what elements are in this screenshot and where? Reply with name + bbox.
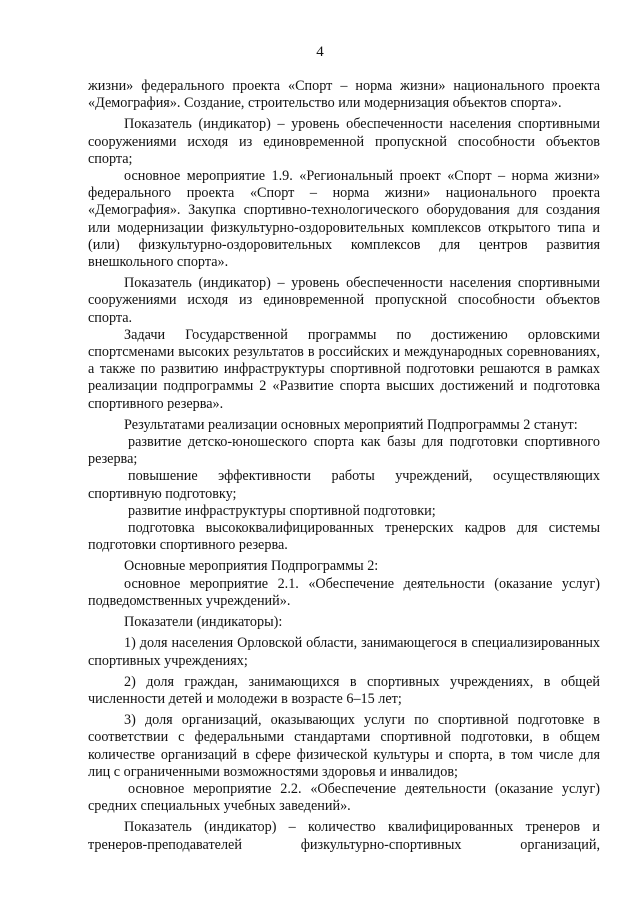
paragraph: Показатели (индикаторы): xyxy=(124,614,283,631)
list-item: 1) доля населения Орловской области, занимающегося в специализированных спортивных учреждениях; xyxy=(88,635,600,669)
paragraph: Основные мероприятия Подпрограммы 2: xyxy=(124,558,379,575)
paragraph: жизни» федерального проекта «Спорт – норма жизни» национального проекта «Демография». Создание, строительство или модернизация объектов спорта». xyxy=(88,78,600,112)
paragraph: Показатель (индикатор) – уровень обеспеченности населения спортивными сооружениями исходя из единовременной пропускной способности объектов спорта. xyxy=(88,275,600,326)
paragraph: основное мероприятие 2.2. «Обеспечение деятельности (оказание услуг) средних специальных учебных заведений». xyxy=(88,780,600,815)
paragraph: основное мероприятие 1.9. «Региональный проект «Спорт – норма жизни» федерального проекта «Спорт – норма жизни» национального проекта «Демография». Закупка спортивно-технологического оборудования для создания или модернизации физкультурно-оздоровительных комплексов открытого типа и (или) физкультурно-оздоровительных комплексов для центров развития внешкольного спорта». xyxy=(88,168,600,271)
paragraph: основное мероприятие 2.1. «Обеспечение деятельности (оказание услуг) подведомственных учреждений». xyxy=(88,575,600,609)
list-item: 3) доля организаций, оказывающих услуги по спортивной подготовке в соответствии с федеральными стандартами спортивной подготовки, в общем количестве организаций в сфере физической культуры и спорта, в том числе для лиц с ограниченными возможностями здоровья и инвалидов; xyxy=(88,712,600,780)
document-body xyxy=(88,78,600,854)
paragraph: Результатами реализации основных мероприятий Подпрограммы 2 станут: xyxy=(124,416,578,433)
paragraph: Показатель (индикатор) – количество квалифицированных тренеров и тренеров-преподавателей физкультурно-спортивных организаций, xyxy=(88,819,600,853)
paragraph: Задачи Государственной программы по достижению орловскими спортсменами высоких результатов в российских и международных соревнованиях, а также по развитию инфраструктуры спортивной подготовки решаются в рамках реализации подпрограммы 2 «Развитие спорта высших достижений и подготовка спортивного резерва». xyxy=(88,326,600,412)
list-item: развитие инфраструктуры спортивной подготовки; xyxy=(128,502,436,519)
list-item: повышение эффективности работы учреждений, осуществляющих спортивную подготовку; xyxy=(88,468,600,502)
list-item: подготовка высококвалифицированных тренерских кадров для системы подготовки спортивного резерва. xyxy=(88,520,600,554)
page-number: 4 xyxy=(316,44,324,60)
list-item: развитие детско-юношеского спорта как базы для подготовки спортивного резерва; xyxy=(88,434,600,468)
paragraph: Показатель (индикатор) – уровень обеспеченности населения спортивными сооружениями исходя из единовременной пропускной способности объектов спорта; xyxy=(88,116,600,167)
list-item: 2) доля граждан, занимающихся в спортивных учреждениях, в общей численности детей и молодежи в возрасте 6–15 лет; xyxy=(88,673,600,707)
